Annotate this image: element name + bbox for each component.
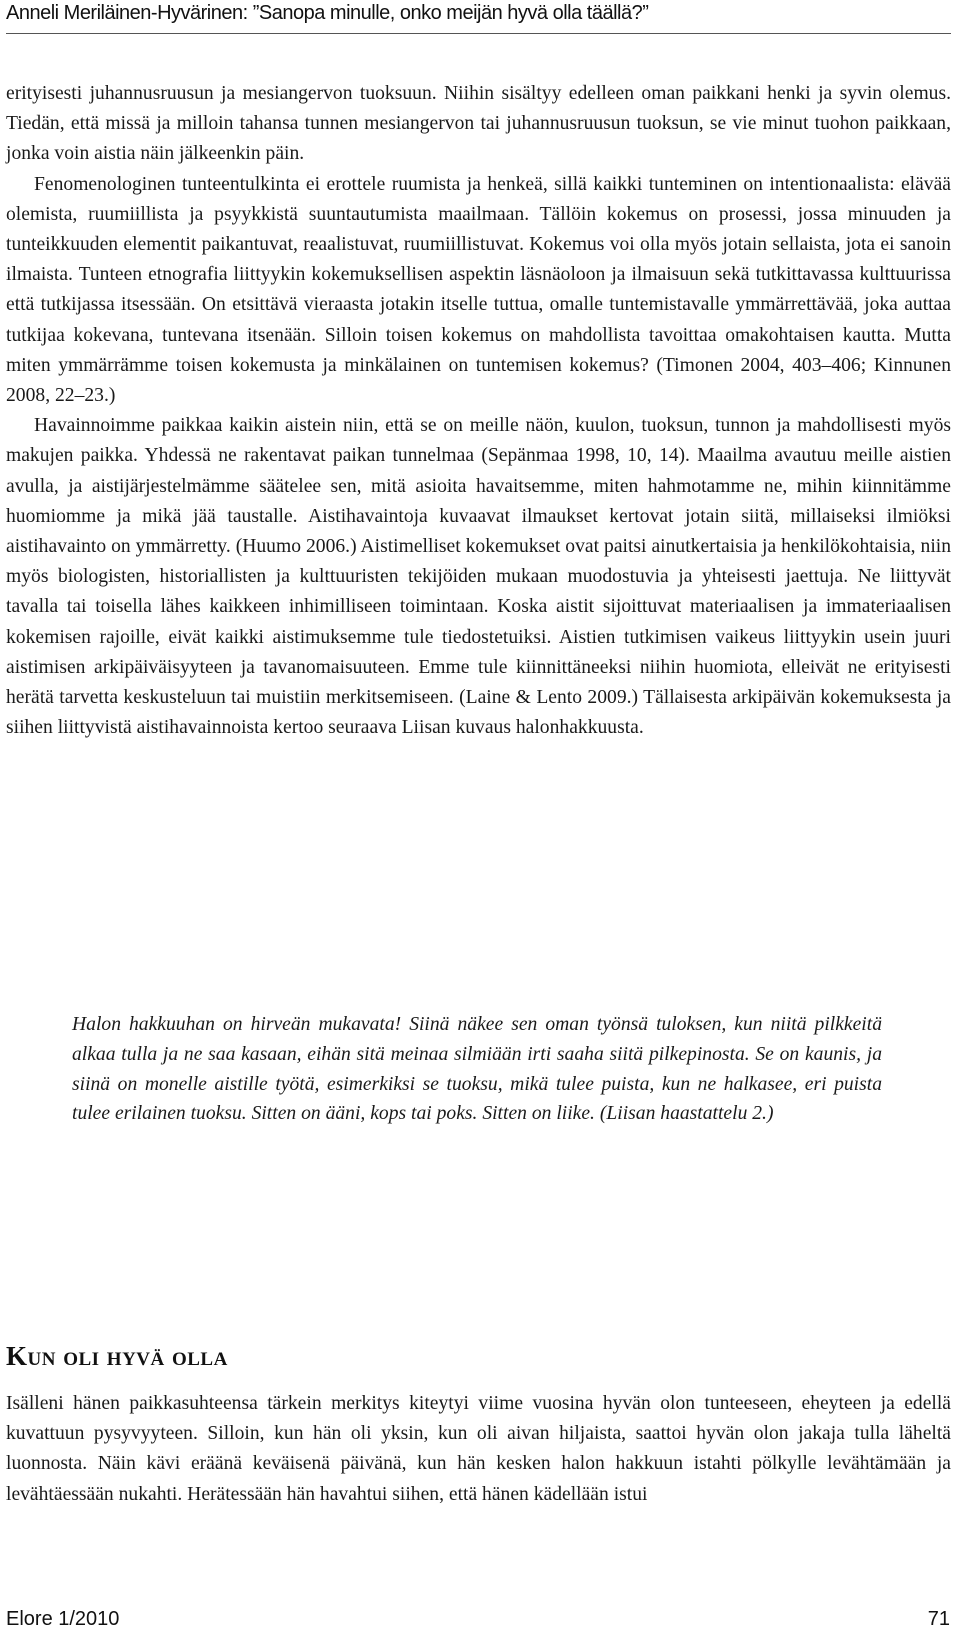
quote-text: Halon hakkuuhan on hirveän mukavata! Siinä näkee sen oman työnsä tuloksen, kun niitä pilkkeitä alkaa tulla ja ne saa kasaan, eihän sitä meinaa silmiään irti saaha siitä pilkepinosta. Se on kaunis, ja siinä on monelle aistille työtä, esimerkiksi se tuoksu, mikä tulee puista, kun ne halkasee, eri puista tulee erilainen tuoksu. Sitten on ääni, kops tai poks. Sitten on liike. (Liisan haastattelu 2.) [72, 1014, 882, 1125]
paragraph-phenomenology: Fenomenologinen tunteentulkinta ei erottele ruumista ja henkeä, sillä kaikki tunteminen on intentionaalista: elävää olemista, ruumiillista ja psyykkistä suuntautumista maailmaan. Tällöin kokemus on prosessi, jossa minuuden ja tunteikkuuden elementit paikantuvat, reaalistuvat, ruumiillistuvat. Kokemus voi olla myös jotain sellaista, jota ei sanoin ilmaista. Tunteen etnografia liittyykin kokemuksellisen aspektin läsnäoloon ja ilmaisuun sekä tutkittavassa kulttuurissa että tutkijassa itsessään. On etsittävä vieraasta jotakin itselle tuttua, omalle tuntemistavalle ymmärrettävää, joka auttaa tutkijaa kokevana, tuntevana itsenään. Silloin toisen kokemus on mahdollista tavoittaa omakohtaisen kautta. Mutta miten ymmärrämme toisen kokemusta ja minkälainen on tuntemisen kokemus? (Timonen 2004, 403–406; Kinnunen 2008, 22–23.) [6, 173, 951, 407]
section-heading: Kun oli hyvä olla [6, 1341, 228, 1371]
header-divider [6, 33, 951, 34]
section-text [6, 1389, 951, 1510]
section-paragraph: Isälleni hänen paikkasuhteensa tärkein merkitys kiteytyi viime vuosina hyvän olon tunteeseen, eheyteen ja edellä kuvattuun pysyvyyteen. Silloin, kun hän oli yksin, kun oli aivan hiljaista, saattoi hyvän olon jakaja tulla läheltä luonnosta. Näin kävi eräänä keväisenä päivänä, kun hän kesken halon hakkuun istahti pölkylle levähtämään ja levähtäessään nukahti. Herätessään hän havahtui siihen, että hänen kädellään istui [6, 1393, 951, 1505]
footer-journal: Elore 1/2010 [6, 1608, 120, 1630]
interview-quote [72, 1010, 882, 1129]
paragraph-continuation: erityisesti juhannusruusun ja mesiangervon tuoksuun. Niihin sisältyy edelleen oman paikkani henki ja syvin olemus. Tiedän, että missä ja milloin tahansa tunnen mesiangervon tai juhannusruusun tuoksun, se vie minut tuohon paikkaan, jonka voin aistia näin jälkeenkin päin. [6, 83, 951, 165]
body-text [6, 79, 951, 743]
paragraph-senses: Havainnoimme paikkaa kaikin aistein niin, että se on meille näön, kuulon, tuoksun, tunnon ja mahdollisesti myös makujen paikka. Yhdessä ne rakentavat paikan tunnelmaa (Sepänmaa 1998, 10, 14). Maailma avautuu meille aistien avulla, ja aistijärjestelmämme säätelee sen, mitä asioita havaitsemme, miten hahmotamme ne, mihin kiinnitämme huomiomme ja mikä jää taustalle. Aistihavaintoja kuvaavat ilmaukset kertovat jotain siitä, millaiseksi ilmiöksi aistihavainto on ymmärretty. (Huumo 2006.) Aistimelliset kokemukset ovat paitsi ainutkertaisia ja henkilökohtaisia, niin myös biologisten, historiallisten ja kulttuuristen tekijöiden mukaan muodostuvia ja yhteisesti jaettuja. Ne liittyvät tavalla tai toisella lähes kaikkeen inhimilliseen toimintaan. Koska aistit sijoittuvat materiaalisen ja immateriaalisen kokemisen rajoille, eivät kaikki aistimuksemme tule tiedostetuiksi. Aistien tutkimisen vaikeus liittyykin usein juuri aistimisen arkipäiväisyyteen ja tavanomaisuuteen. Emme tule kiinnittäneeksi niihin huomiota, elleivät ne erityisesti herätä tarvetta keskusteluun tai muistiin merkitsemiseen. (Laine & Lento 2009.) Tällaisesta arkipäivän kokemuksesta ja siihen liittyvistä aistihavainnoista kertoo seuraava Liisan kuvaus halonhakkuusta. [6, 415, 951, 739]
page-number: 71 [927, 1608, 950, 1630]
running-header: Anneli Meriläinen-Hyvärinen: ”Sanopa minulle, onko meijän hyvä olla täällä?” [6, 2, 649, 24]
